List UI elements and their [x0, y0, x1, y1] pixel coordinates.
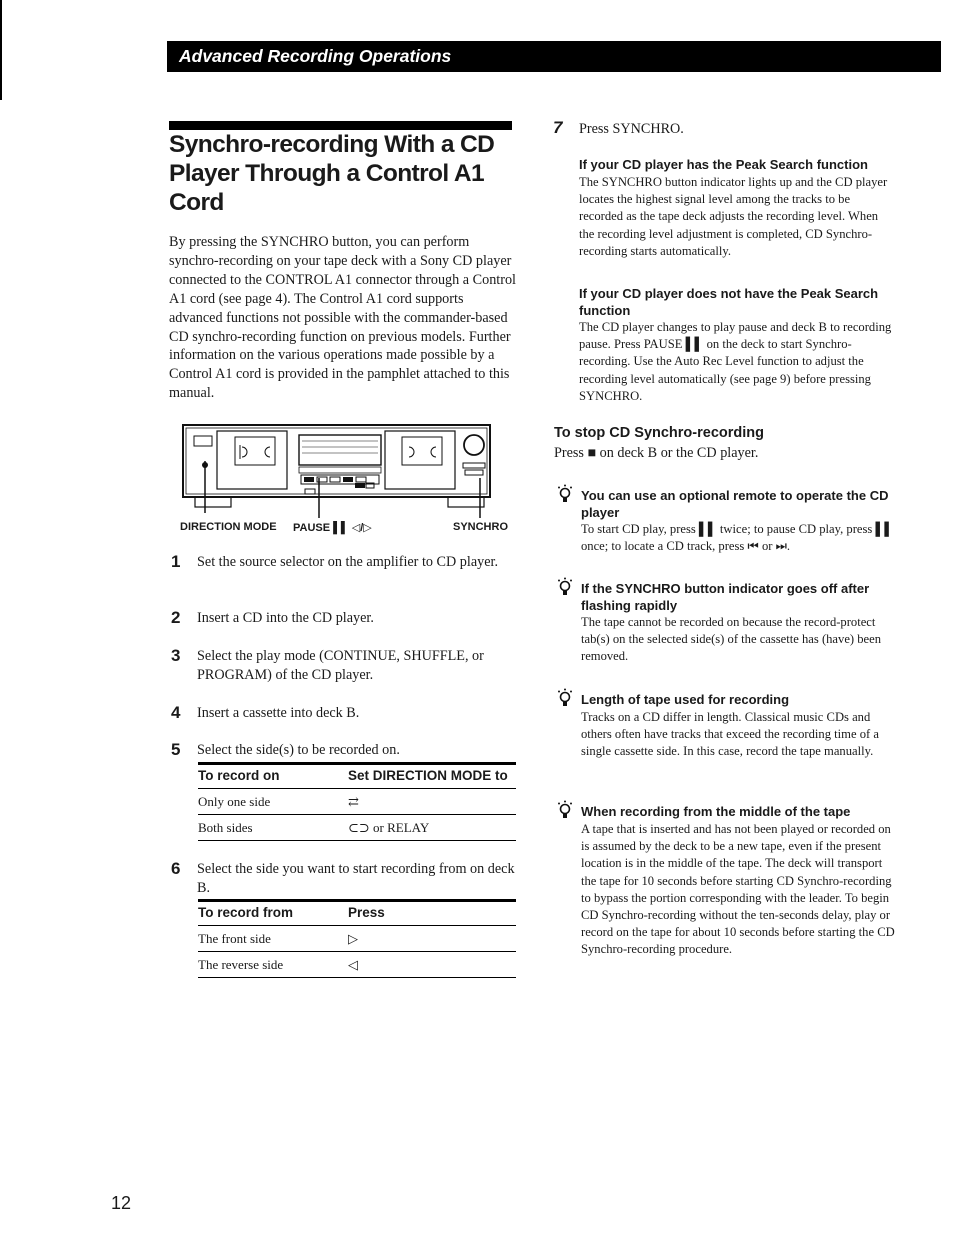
stop-body: Press ■ on deck B or the CD player.	[554, 445, 759, 461]
record-from-table	[198, 899, 516, 978]
table-cell: ◁	[348, 957, 358, 972]
direction-mode-label: DIRECTION MODE	[180, 521, 277, 533]
table-row	[198, 926, 516, 952]
stop-heading: To stop CD Synchro-recording	[554, 425, 764, 441]
table-header: To record from	[198, 905, 294, 920]
tip-body: Tracks on a CD differ in length. Classical music CDs and others often have tracks that exceed the recording time of a single cassette side. In this case, record the tape manually.	[581, 710, 879, 759]
lightbulb-icon	[555, 577, 575, 597]
table-cell: Both sides	[198, 820, 253, 835]
table-cell: ▷	[348, 931, 358, 946]
table-row	[198, 952, 516, 978]
synchro-label: SYNCHRO	[453, 521, 509, 533]
step-text: Press SYNCHRO.	[579, 121, 684, 137]
step-number: 1	[171, 552, 181, 571]
tip-heading: If the SYNCHRO button indicator goes off after flashing rapidly	[581, 581, 870, 613]
table-header: To record on	[198, 768, 280, 783]
table-row	[198, 815, 516, 841]
table-header: Press	[348, 905, 385, 920]
lightbulb-icon	[555, 484, 575, 504]
table-cell: The reverse side	[198, 957, 284, 972]
step-text: Select the side(s) to be recorded on.	[197, 742, 400, 758]
step-text: Insert a cassette into deck B.	[197, 705, 360, 721]
page-title: Synchro-recording With a CD Player Through a Control A1 Cord	[169, 131, 495, 216]
tip-body: To start CD play, press ▌▌ twice; to pause CD play, press ▌▌ once; to locate a CD track, press ⏮ or ⏭.	[581, 522, 894, 554]
step-number: 3	[171, 646, 181, 665]
step-number: 2	[171, 608, 181, 627]
section-header-title: Advanced Recording Operations	[179, 46, 452, 66]
step-text: Select the play mode (CONTINUE, SHUFFLE, or PROGRAM) of the CD player.	[197, 648, 484, 683]
section-header-bar	[167, 41, 941, 72]
step-number: 7	[553, 118, 563, 137]
step-text: Set the source selector on the amplifier to CD player.	[197, 554, 498, 570]
tip-heading: When recording from the middle of the tape	[581, 804, 851, 819]
pause-label: PAUSE ▌▌ ◁/▷	[293, 522, 372, 534]
step-number: 4	[171, 703, 181, 722]
page-number: 12	[111, 1193, 132, 1213]
table-cell: The front side	[198, 931, 271, 946]
no-peak-search-body: The CD player changes to play pause and deck B to recording pause. Press PAUSE ▌▌ on the deck to start Synchro-recording. Use the Auto Rec Level function to adjust the recording level automatically (see page 9) before pressing SYNCHRO.	[579, 320, 892, 403]
tip-body: The tape cannot be recorded on because the record-protect tab(s) on the selected side(s) of the cassette has (have) been removed.	[581, 615, 882, 664]
peak-search-body: The SYNCHRO button indicator lights up and the CD player locates the highest signal level among the tracks to be recorded as the tape deck adjusts the recording level. When the recording level adjustment is completed, CD Synchro-recording starts automatically.	[579, 175, 888, 258]
page-edge-mark	[0, 0, 2, 100]
step-number: 5	[171, 740, 181, 759]
table-cell: Only one side	[198, 794, 271, 809]
step-number: 6	[171, 859, 181, 878]
table-row	[198, 789, 516, 815]
table-cell: ⇄	[348, 794, 359, 809]
step-text: Insert a CD into the CD player.	[197, 610, 374, 626]
record-on-table	[198, 762, 516, 841]
tip-heading: Length of tape used for recording	[581, 692, 790, 707]
no-peak-search-heading: If your CD player does not have the Peak Search function	[579, 286, 879, 318]
table-header: Set DIRECTION MODE to	[348, 768, 508, 783]
tip-heading: You can use an optional remote to operate the CD player	[581, 488, 889, 520]
tip-body: A tape that is inserted and has not been played or recorded on is assumed by the deck to be a new tape, even if the present location is in the middle of the tape. The deck will transport the tape for 10 seconds before starting CD Synchro-recording to bypass the portion corresponding with the leader. To begin CD Synchro-recording without the ten-seconds delay, play or record on the tape for about 10 seconds before starting the CD Synchro-recording procedure.	[581, 822, 895, 957]
lightbulb-icon	[555, 688, 575, 708]
intro-paragraph: By pressing the SYNCHRO button, you can perform synchro-recording on your tape deck with a Sony CD player connected to the CONTROL A1 connector through a Control A1 cord (see page 4). The Control A1 cord supports advanced functions not possible with the commander-based CD synchro-recording function on previous models. Further information on the various operations made possible by a Control A1 cord is provided in the pamphlet attached to this manual.	[169, 234, 516, 402]
title-rule	[169, 121, 512, 130]
lightbulb-icon	[555, 800, 575, 820]
tape-deck-illustration	[180, 423, 510, 518]
step-text: Select the side you want to start recording from on deck B.	[197, 861, 515, 896]
peak-search-heading: If your CD player has the Peak Search function	[579, 157, 868, 172]
table-cell: ⊂⊃ or RELAY	[348, 820, 430, 835]
